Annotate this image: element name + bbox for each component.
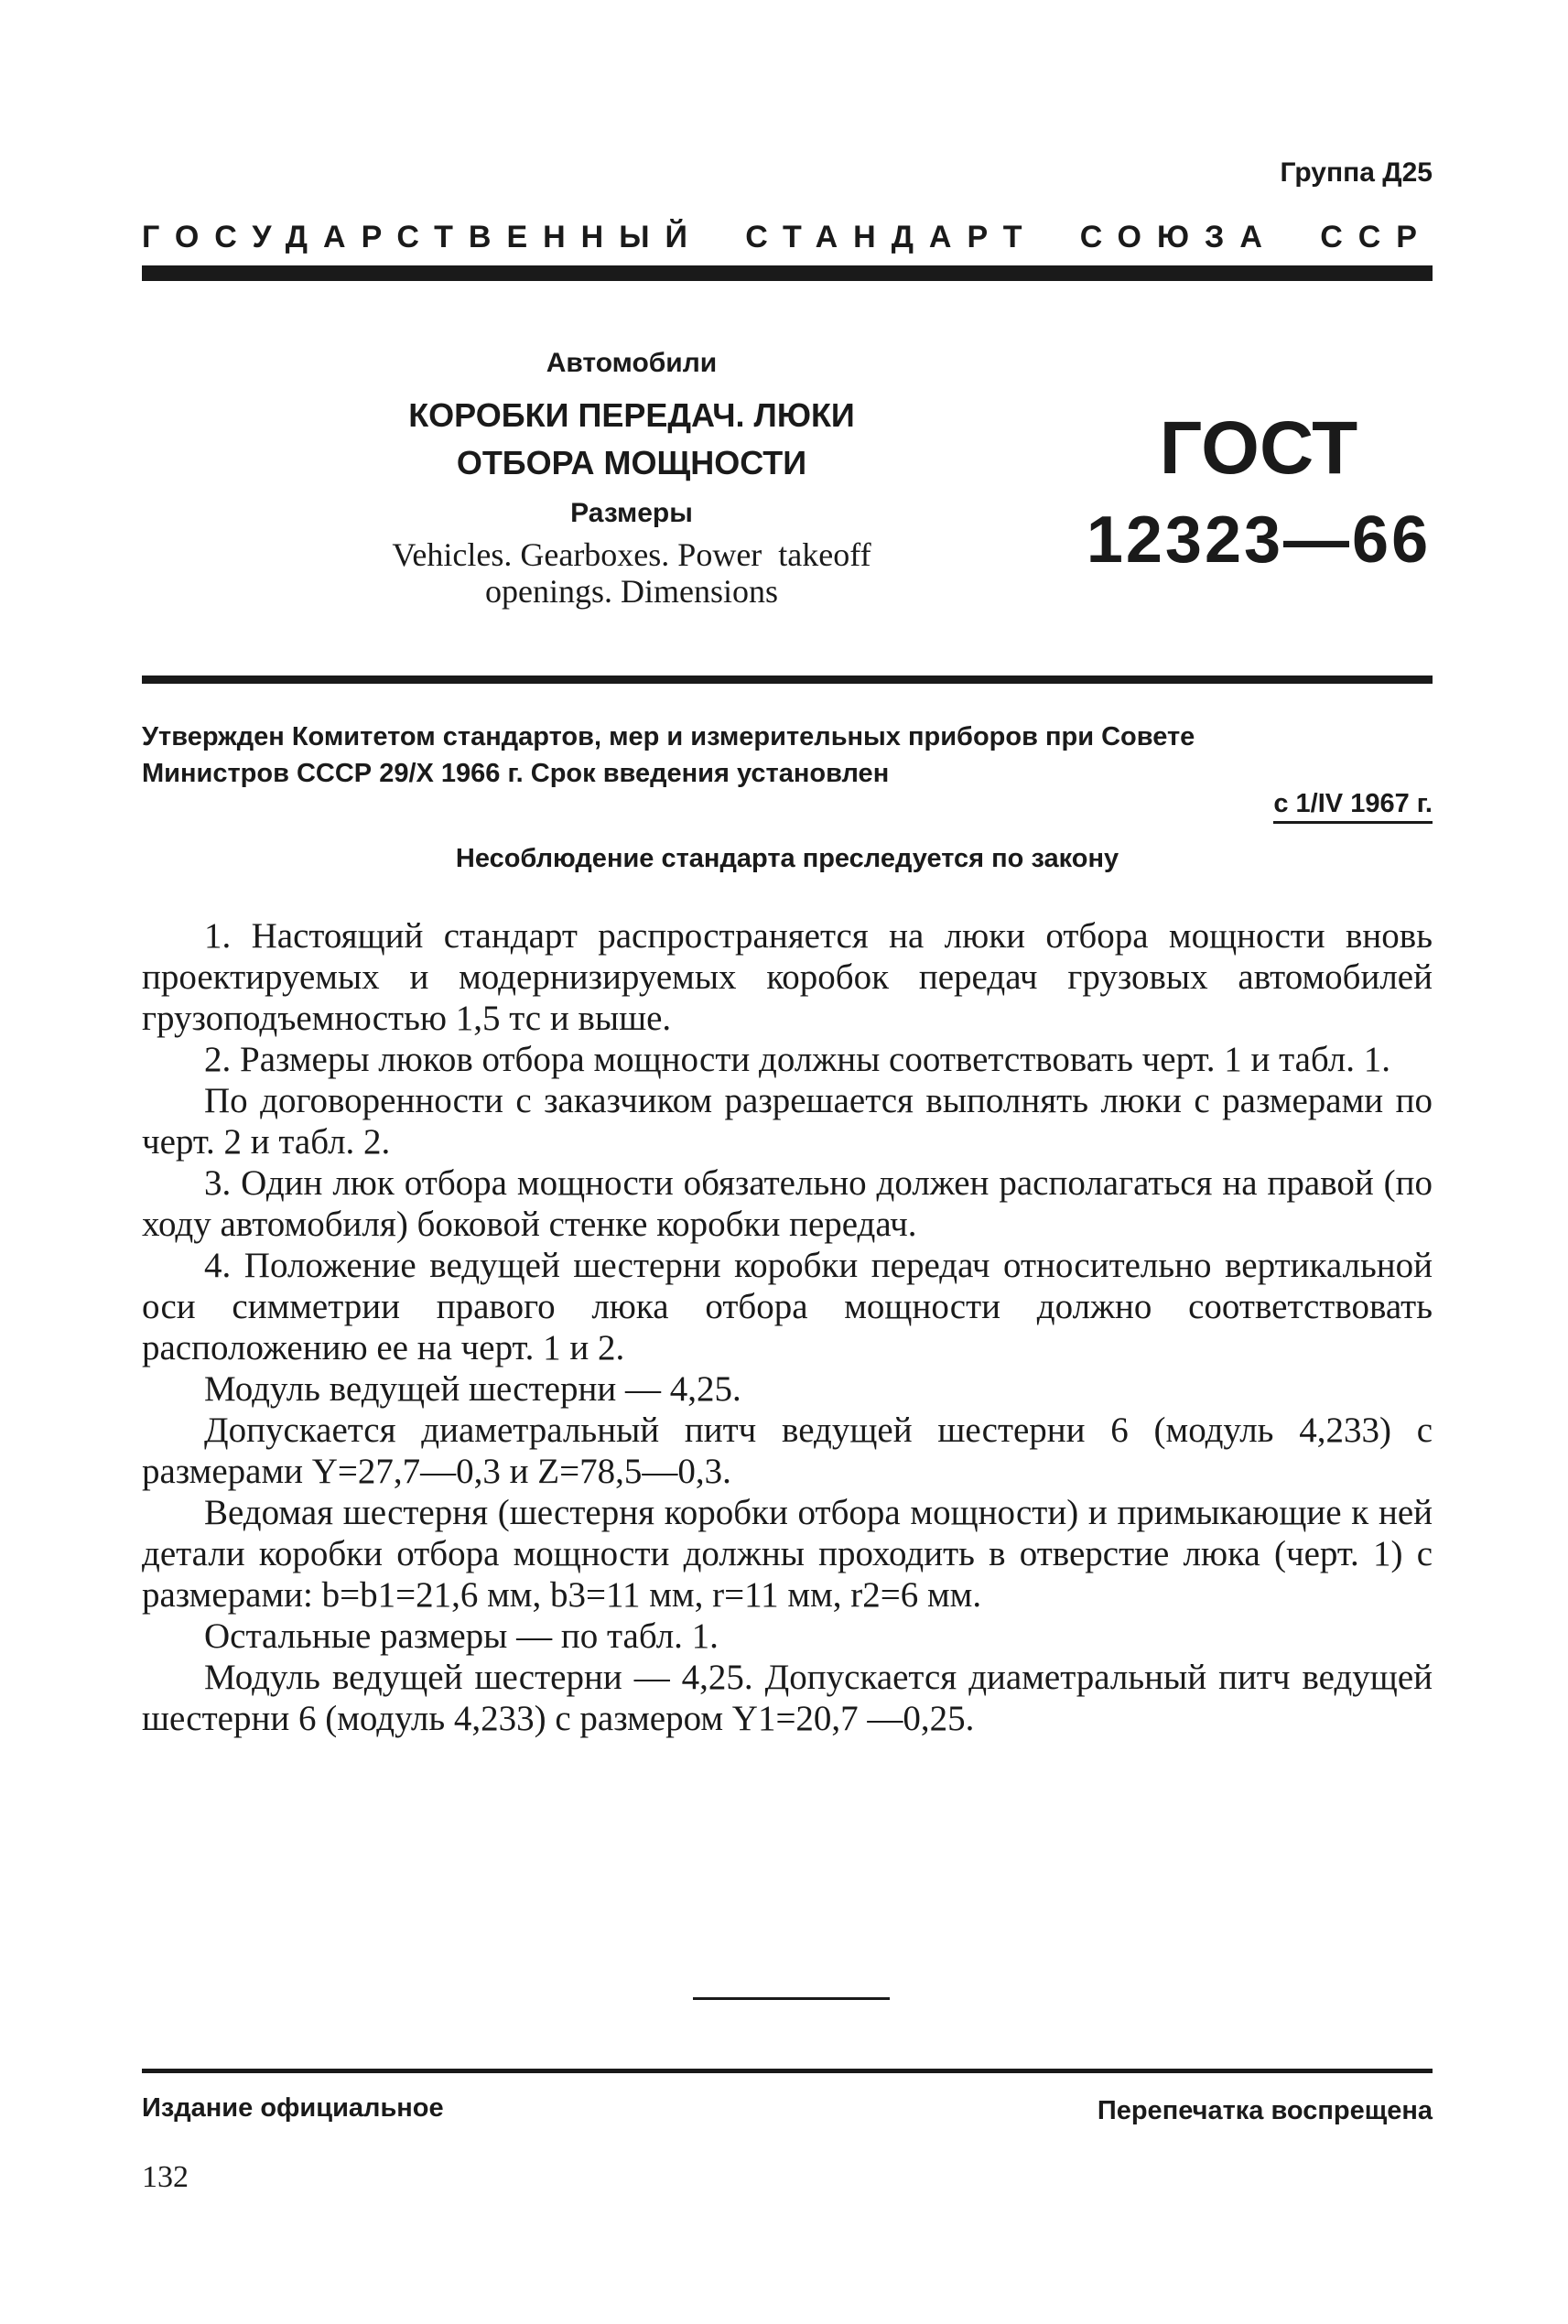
top-rule	[142, 265, 1433, 281]
paragraph: По договоренности с заказчиком разрешается выполнять люки с размерами по черт. 2 и табл. 2.	[142, 1081, 1433, 1162]
legal-notice: Несоблюдение стандарта преследуется по закону	[455, 844, 1119, 873]
page-number: 132	[142, 2160, 189, 2194]
gost-number: 12323—66	[1086, 503, 1432, 577]
effective-date: с 1/IV 1967 г.	[1273, 789, 1433, 824]
subtitle: Размеры	[570, 498, 693, 528]
footer-edition: Издание официальное	[142, 2093, 444, 2123]
state-standard-heading	[142, 220, 1433, 255]
heading-word: СОЮЗА	[1079, 220, 1278, 254]
paragraph: Модуль ведущей шестерни — 4,25.	[204, 1369, 741, 1409]
paragraph: 4. Положение ведущей шестерни коробки передач относительно вертикальной оси симметрии правого люка отбора мощности должно соответствовать расположению ее на черт. 1 и 2.	[142, 1246, 1433, 1367]
middle-rule	[142, 676, 1433, 684]
paragraph: Модуль ведущей шестерни — 4,25. Допускается диаметральный питч ведущей шестерни 6 (модуль 4,233) с размером Y1=20,7 —0,25.	[142, 1658, 1433, 1738]
group-label: Группа Д25	[1280, 157, 1433, 188]
heading-word: ССР	[1320, 220, 1433, 254]
paragraph: Ведомая шестерня (шестерня коробки отбора мощности) и примыкающие к ней детали коробки отбора мощности должны проходить в отверстие люка (черт. 1) с размерами: b=b1=21,6 мм, b3=11 мм, r=11 мм, r2=6 мм.	[142, 1493, 1433, 1615]
paragraph: 1. Настоящий стандарт распространяется на люки отбора мощности вновь проектируемых и модернизируемых коробок передач грузовых автомобилей грузоподъемностью 1,5 тс и выше.	[142, 916, 1433, 1038]
approval-line2: Министров СССР 29/X 1966 г. Срок введения установлен	[142, 759, 890, 788]
approval-line1: Утвержден Комитетом стандартов, мер и измерительных приборов при Совете	[142, 722, 1195, 751]
approval-text	[142, 719, 1433, 792]
heading-word: ГОСУДАРСТВЕННЫЙ	[142, 220, 703, 254]
paragraph: Остальные размеры — по табл. 1.	[204, 1616, 719, 1656]
short-divider	[693, 1997, 890, 2000]
bottom-rule	[142, 2069, 1433, 2073]
paragraph: 3. Один люк отбора мощности обязательно должен располагаться на правой (по ходу автомобиля) боковой стенке коробки передач.	[142, 1163, 1433, 1244]
main-title-line2: ОТБОРА МОЩНОСТИ	[456, 444, 807, 481]
paragraph: 2. Размеры люков отбора мощности должны соответствовать черт. 1 и табл. 1.	[204, 1040, 1390, 1079]
main-title-line1: КОРОБКИ ПЕРЕДАЧ. ЛЮКИ	[408, 396, 855, 434]
footer-reprint-notice: Перепечатка воспрещена	[1097, 2096, 1433, 2125]
heading-word: СТАНДАРТ	[745, 220, 1038, 254]
english-title-line1: Vehicles. Gearboxes. Power takeoff	[392, 536, 871, 573]
category-title: Автомобили	[546, 348, 718, 378]
gost-label: ГОСТ	[1159, 406, 1358, 490]
gost-code	[1080, 403, 1437, 586]
paragraph: Допускается диаметральный питч ведущей шестерни 6 (модуль 4,233) с размерами Y=27,7—0,3 и Z=78,5—0,3.	[142, 1411, 1433, 1491]
title-block	[339, 348, 925, 610]
body-text	[142, 915, 1433, 1739]
english-title-line2: openings. Dimensions	[485, 573, 778, 610]
